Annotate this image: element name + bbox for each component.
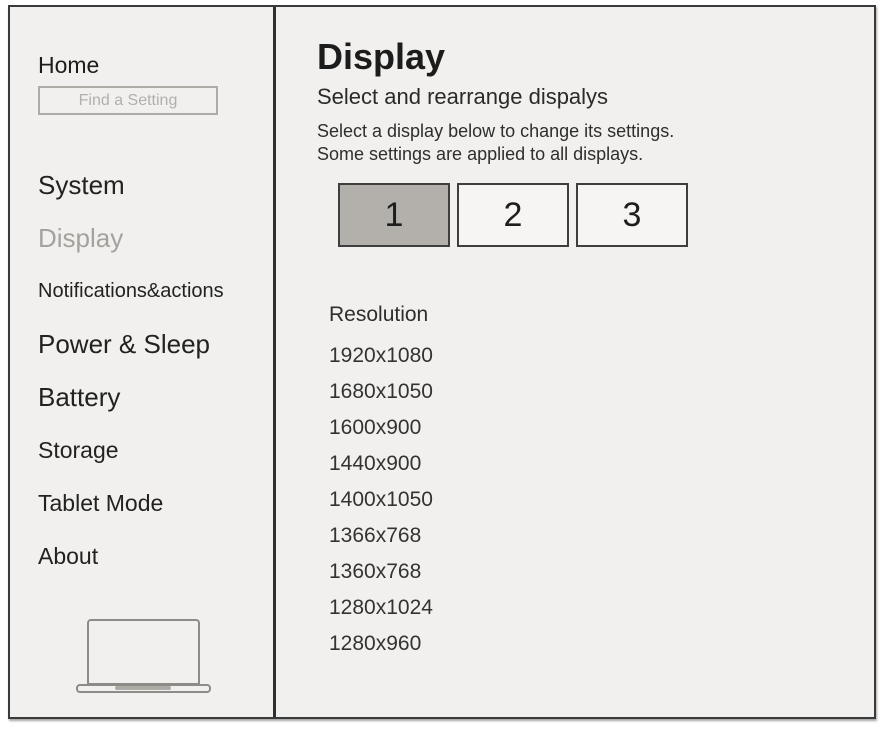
settings-window: [8, 5, 876, 719]
resolution-option-1600x900[interactable]: 1600x900: [329, 416, 422, 439]
sidebar-item-tablet-mode[interactable]: Tablet Mode: [38, 490, 164, 516]
sidebar-item-about[interactable]: About: [38, 543, 99, 569]
sidebar: [10, 7, 276, 717]
resolution-header: Resolution: [329, 303, 429, 326]
display-1-button[interactable]: 1: [338, 183, 450, 247]
sidebar-item-battery[interactable]: Battery: [38, 382, 121, 412]
sidebar-item-power-sleep[interactable]: Power & Sleep: [38, 329, 210, 359]
description-line-2: Some settings are applied to all displays.: [317, 144, 644, 164]
laptop-screen-shape: [87, 619, 200, 685]
resolution-option-1366x768[interactable]: 1366x768: [329, 524, 422, 547]
page-title: Display: [317, 36, 446, 77]
laptop-notch-shape: [115, 686, 171, 690]
display-3-button[interactable]: 3: [576, 183, 688, 247]
display-settings-panel: [276, 7, 874, 717]
resolution-option-1440x900[interactable]: 1440x900: [329, 452, 422, 475]
resolution-option-1280x1024[interactable]: 1280x1024: [329, 596, 433, 619]
display-2-button[interactable]: 2: [457, 183, 569, 247]
display-selector: [338, 183, 854, 247]
laptop-icon: [38, 619, 248, 693]
sidebar-item-notifications-actions[interactable]: Notifications&actions: [38, 280, 224, 302]
resolution-option-1400x1050[interactable]: 1400x1050: [329, 488, 433, 511]
page-description: [317, 120, 854, 166]
description-line-1: Select a display below to change its settings.: [317, 121, 675, 141]
laptop-base-shape: [76, 684, 211, 693]
sidebar-item-storage[interactable]: Storage: [38, 437, 119, 463]
sidebar-item-system[interactable]: System: [38, 170, 125, 200]
resolution-option-1360x768[interactable]: 1360x768: [329, 560, 422, 583]
resolution-option-1280x960[interactable]: 1280x960: [329, 632, 422, 655]
sidebar-nav: [38, 159, 273, 583]
resolution-section: [329, 303, 854, 662]
resolution-option-1920x1080[interactable]: 1920x1080: [329, 344, 433, 367]
find-setting-input[interactable]: [38, 86, 218, 115]
resolution-option-1680x1050[interactable]: 1680x1050: [329, 380, 433, 403]
sidebar-item-display[interactable]: Display: [38, 223, 124, 253]
page-subtitle: Select and rearrange dispalys: [317, 84, 609, 109]
sidebar-home-link[interactable]: Home: [38, 52, 100, 78]
